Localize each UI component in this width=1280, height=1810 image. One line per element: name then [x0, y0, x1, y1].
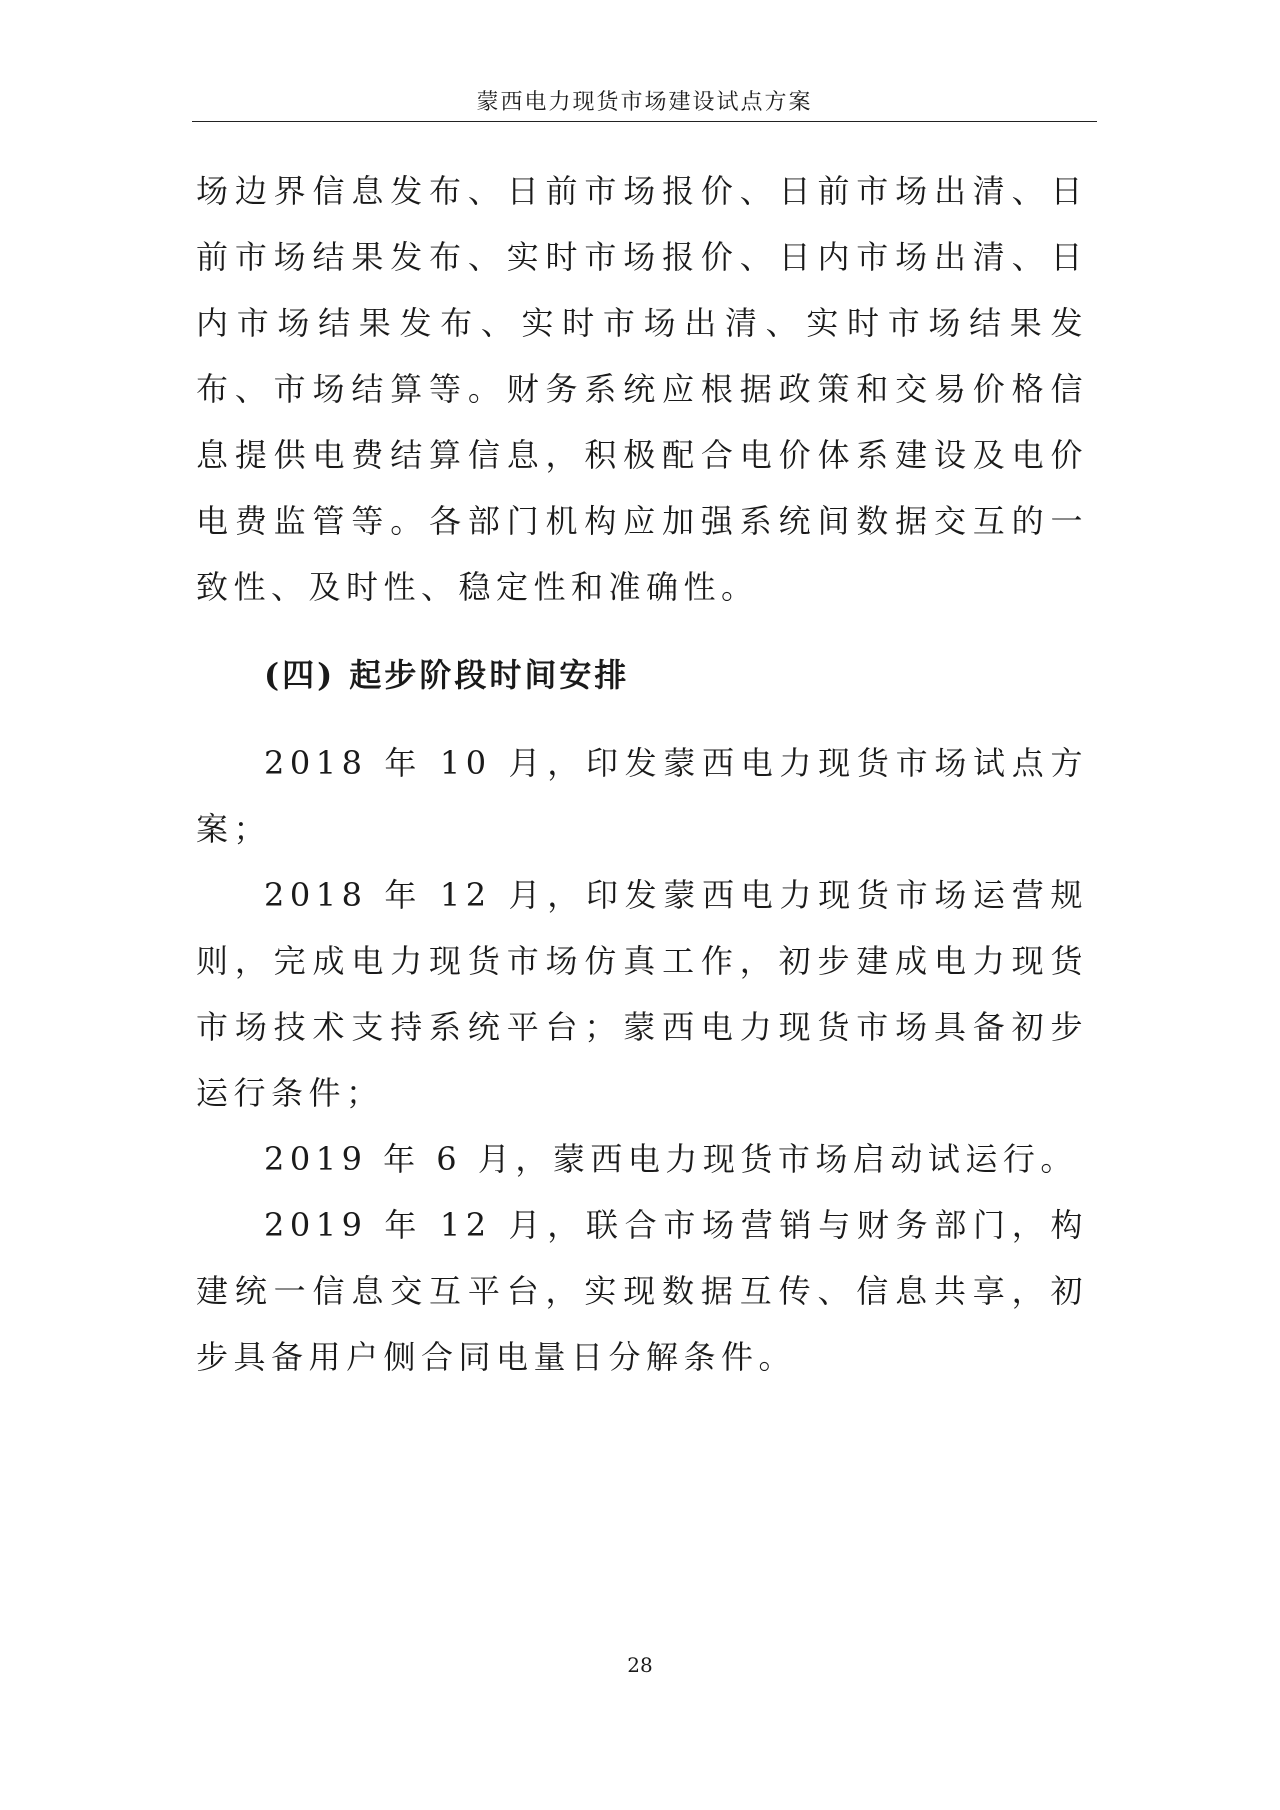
section-heading: (四) 起步阶段时间安排 [264, 656, 630, 694]
running-header: 蒙西电力现货市场建设试点方案 [476, 90, 813, 115]
timeline-item-2018-12: 2018 年 12 月，印发蒙西电力现货市场运营规则，完成电力现货市场仿真工作，初步建成电力现货市场技术支持系统平台；蒙西电力现货市场具备初步运行条件； [196, 876, 1088, 1112]
intro-paragraph: 场边界信息发布、日前市场报价、日前市场出清、日前市场结果发布、实时市场报价、日内市场出清、日内市场结果发布、实时市场出清、实时市场结果发布、市场结算等。财务系统应根据政策和交易价格信息提供电费结算信息，积极配合电价体系建设及电价电费监管等。各部门机构应加强系统间数据交互的一致性、及时性、稳定性和准确性。 [196, 172, 1088, 606]
document-body [196, 158, 1088, 1390]
timeline-item-2019-06: 2019 年 6 月，蒙西电力现货市场启动试运行。 [264, 1140, 1078, 1178]
page-number: 28 [627, 1653, 653, 1677]
timeline-item-2018-10: 2018 年 10 月，印发蒙西电力现货市场试点方案； [196, 744, 1088, 848]
header-divider [192, 121, 1097, 122]
timeline-item-2019-12: 2019 年 12 月，联合市场营销与财务部门，构建统一信息交互平台，实现数据互传、信息共享，初步具备用户侧合同电量日分解条件。 [196, 1206, 1088, 1376]
